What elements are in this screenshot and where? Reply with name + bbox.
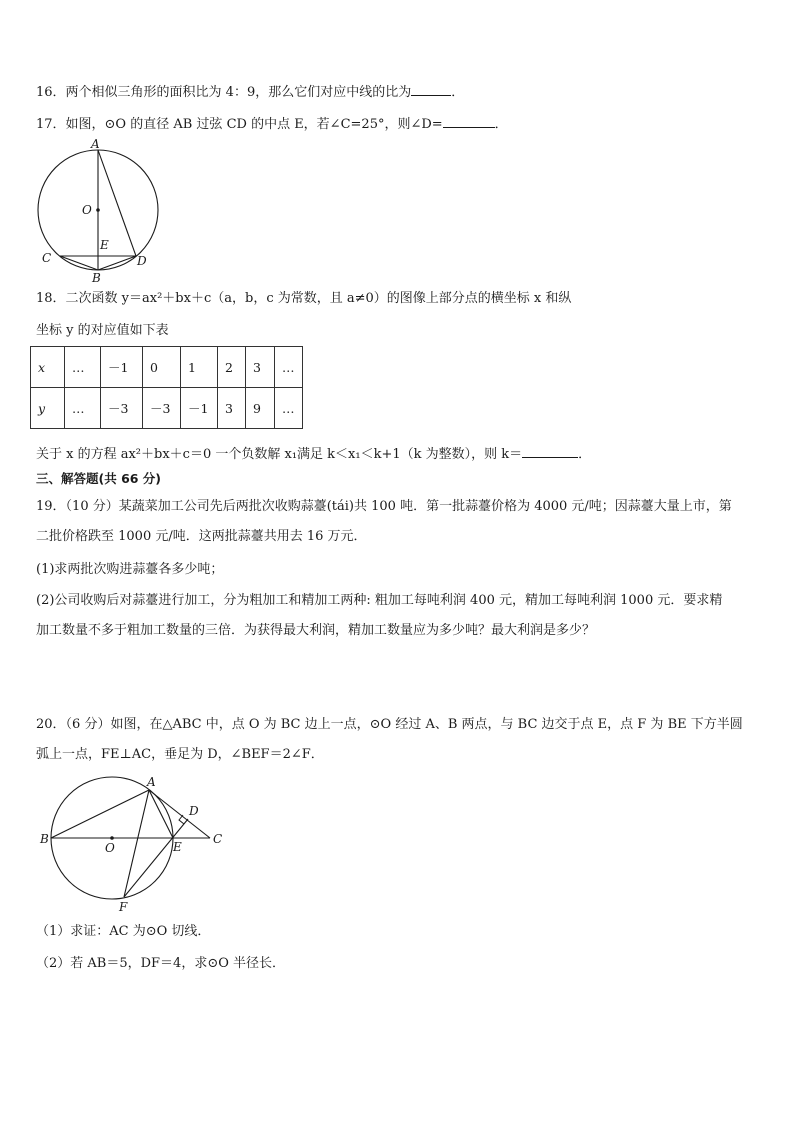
table-cell: 3 bbox=[218, 388, 246, 429]
label-a: A bbox=[147, 775, 156, 789]
question-16-end: ． bbox=[451, 85, 465, 100]
segment-ac bbox=[149, 790, 210, 838]
segment-ba bbox=[51, 790, 149, 838]
label-d: D bbox=[137, 254, 147, 268]
table-cell: 3 bbox=[246, 347, 275, 388]
question-18-text-2: 坐标 y 的对应值如下表 bbox=[36, 323, 169, 338]
question-19-part-2-text-2: 加工数量不多于粗加工数量的三倍．为获得最大利润，精加工数量应为多少吨？最大利润是多少？ bbox=[36, 623, 596, 638]
question-19-part-1-text: (1)求两批次购进蒜薹各多少吨； bbox=[36, 562, 224, 577]
table-cell: … bbox=[275, 388, 303, 429]
table-cell: －3 bbox=[143, 388, 181, 429]
question-19-text-2: 二批价格跌至 1000 元/吨．这两批蒜薹共用去 16 万元． bbox=[36, 529, 367, 544]
label-f: F bbox=[119, 900, 128, 914]
question-18-text-1: 18．二次函数 y＝ax²＋bx＋c（a，b，c 为常数，且 a≠0）的图像上部分点的横坐标 x 和纵 bbox=[36, 291, 572, 306]
question-20-text-1: 20．（6 分）如图，在△ABC 中，点 O 为 BC 边上一点，⊙O 经过 A、B 两点，与 BC 边交于点 E，点 F 为 BE 下方半圆 bbox=[36, 717, 743, 732]
label-e: E bbox=[173, 840, 182, 854]
label-b: B bbox=[40, 832, 49, 846]
table-cell: … bbox=[275, 347, 303, 388]
question-17-end: ． bbox=[494, 117, 508, 132]
section-heading-text: 三、解答题(共 66 分) bbox=[36, 471, 162, 486]
question-20-part-2-text: （2）若 AB＝5，DF＝4，求⊙O 半径长． bbox=[36, 956, 286, 971]
label-o: O bbox=[105, 841, 115, 855]
table-cell: 0 bbox=[143, 347, 181, 388]
label-d: D bbox=[189, 804, 199, 818]
label-o: O bbox=[82, 203, 92, 217]
table-cell: －1 bbox=[181, 388, 218, 429]
question-16-text: 16．两个相似三角形的面积比为 4：9，那么它们对应中线的比为 bbox=[36, 85, 412, 100]
table-cell: x bbox=[31, 347, 65, 388]
label-e: E bbox=[100, 238, 109, 252]
label-c: C bbox=[213, 832, 223, 846]
label-a: A bbox=[91, 137, 100, 151]
question-18-end: ． bbox=[578, 447, 592, 462]
segment-ae bbox=[149, 790, 173, 838]
label-b: B bbox=[92, 271, 101, 285]
question-20-part-1 bbox=[36, 923, 210, 941]
center-dot-o bbox=[110, 836, 114, 840]
table-cell: 9 bbox=[246, 388, 275, 429]
table-cell: －1 bbox=[101, 347, 143, 388]
table-cell: 2 bbox=[218, 347, 246, 388]
table-cell: －3 bbox=[101, 388, 143, 429]
question-20-part-1-text: （1）求证：AC 为⊙O 切线． bbox=[36, 924, 211, 939]
question-20-part-2 bbox=[36, 955, 285, 973]
table-cell: … bbox=[65, 388, 101, 429]
question-18-text-3: 关于 x 的方程 ax²＋bx＋c＝0 一个负数解 x₁满足 k＜x₁＜k+1（k 为整数），则 k＝ bbox=[36, 447, 523, 462]
question-19-part-2-text-1: (2)公司收购后对蒜薹进行加工，分为粗加工和精加工两种: 粗加工每吨利润 400 元，精加工每吨利润 1000 元．要求精 bbox=[36, 593, 723, 608]
table-cell: … bbox=[65, 347, 101, 388]
label-c: C bbox=[42, 251, 52, 265]
question-17-text: 17．如图，⊙O 的直径 AB 过弦 CD 的中点 E，若∠C=25°，则∠D= bbox=[36, 117, 443, 132]
table-cell: 1 bbox=[181, 347, 218, 388]
question-20-text-2: 弧上一点，FE⊥AC，垂足为 D，∠BEF＝2∠F． bbox=[36, 747, 324, 762]
table-cell: y bbox=[31, 388, 65, 429]
question-19-text-1: 19．（10 分）某蔬菜加工公司先后两批次收购蒜薹(tái)共 100 吨．第一批蒜薹价格为 4000 元/吨；因蒜薹大量上市，第 bbox=[36, 499, 732, 514]
